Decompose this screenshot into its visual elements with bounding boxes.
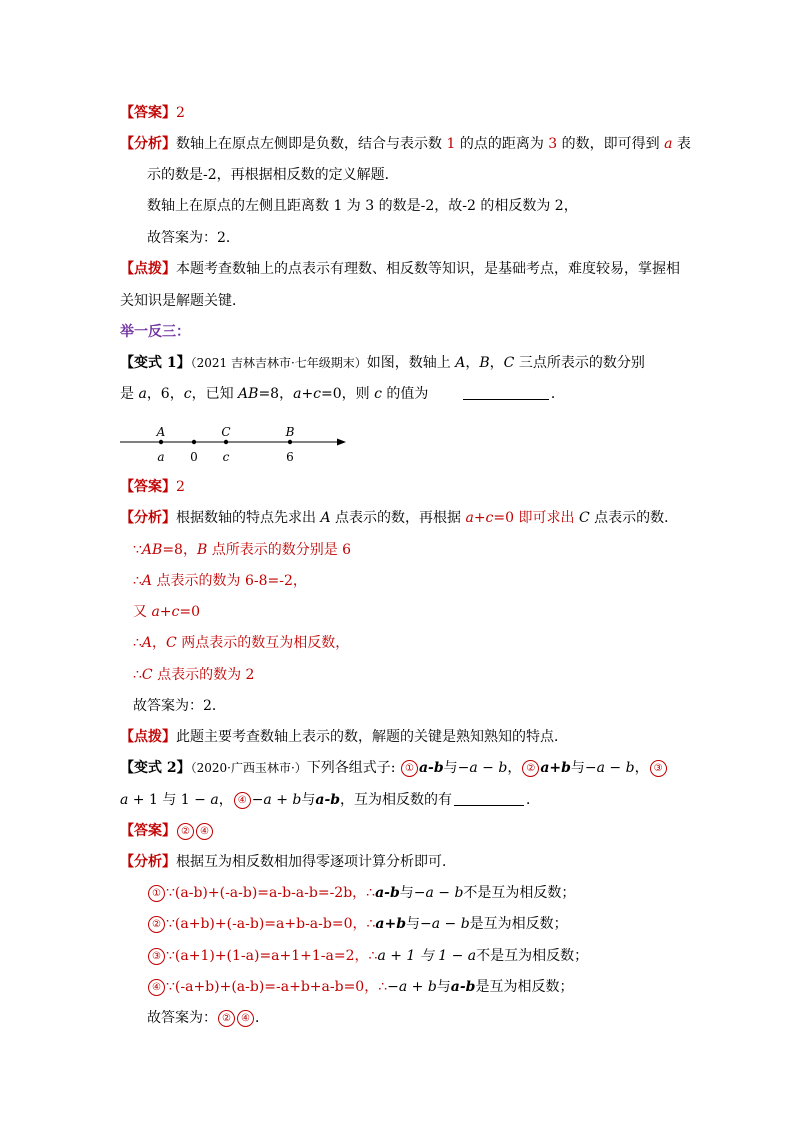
tip-1-line-2: 关知识是解题关键．	[120, 293, 246, 309]
expression: a+b	[540, 760, 571, 776]
answer-2	[120, 477, 185, 497]
expression: −a + b	[251, 792, 302, 808]
text: 两点表示的数互为相反数，	[176, 635, 350, 651]
answer-3	[120, 821, 214, 841]
analysis-3-line-1	[120, 852, 456, 872]
text: ∵(a+b)+(-a-b)=a+b-a-b=0，∴	[166, 916, 376, 932]
text: 是	[120, 386, 139, 402]
tip-2	[120, 727, 568, 747]
analysis-2-line-2	[133, 540, 351, 560]
text: c	[313, 386, 322, 402]
analysis-label: 【分析】	[120, 136, 176, 152]
text: 点所表示的数分别是 6	[207, 542, 352, 558]
text: 的值为	[381, 386, 429, 402]
text: A	[141, 635, 153, 651]
text: 不是互为相反数；	[463, 885, 576, 901]
text: 的点的距离为	[455, 136, 549, 152]
text: a	[120, 792, 129, 808]
tip-label: 【点拨】	[120, 729, 176, 745]
text: 的数，即可得到	[557, 136, 665, 152]
analysis-1-line-3: 数轴上在原点的左侧且距离数 1 为 3 的数是-2，故-2 的相反数为 2，	[147, 198, 578, 214]
text: 与	[570, 760, 585, 776]
variant-1-line-2	[120, 384, 565, 404]
text: ，	[218, 792, 233, 808]
text: ∵(a-b)+(-a-b)=a-b-a-b=-2b，∴	[166, 885, 376, 901]
text: =0	[179, 604, 201, 620]
text: ，	[465, 355, 480, 371]
text: 根据互为相反数相加得零逐项计算分析即可．	[176, 854, 456, 870]
circled-4: ④	[237, 1010, 254, 1027]
text: =0，则	[321, 386, 375, 402]
circled-2: ②	[177, 823, 194, 840]
analysis-2-line-1	[120, 508, 678, 528]
text: 此题主要考查数轴上表示的数，解题的关键是熟知熟知的特点．	[176, 729, 568, 745]
point-b	[288, 440, 292, 444]
answer-label: 【答案】	[120, 479, 176, 495]
text: ，	[152, 635, 167, 651]
value-c: c	[222, 450, 230, 464]
text: ．	[526, 792, 541, 808]
analysis-3-line-2	[147, 883, 575, 903]
text: 下列各组式子:	[306, 760, 400, 776]
text: ，	[634, 760, 649, 776]
variant-2-line-1	[120, 758, 668, 778]
answer-1	[120, 103, 185, 123]
analysis-1-line-2: 示的数是-2，再根据相反数的定义解题．	[147, 167, 399, 183]
text: ，6，	[146, 386, 184, 402]
label-b: B	[285, 425, 295, 439]
text: 表	[672, 136, 691, 152]
text: 故答案为：	[147, 1010, 217, 1026]
text: + 1 与 1 −	[128, 792, 211, 808]
text: 点表示的数．	[589, 510, 679, 526]
text: C	[166, 635, 177, 651]
text: 3	[548, 136, 558, 152]
text: B	[479, 355, 490, 371]
text: a+c	[465, 510, 494, 526]
text: C	[141, 667, 153, 683]
text: a	[664, 136, 673, 152]
variant-label: 【变式 2】	[120, 760, 191, 776]
analysis-2-line-5	[133, 633, 349, 653]
text: 根据数轴的特点先求出	[176, 510, 321, 526]
text: =8，	[162, 542, 197, 558]
text: 点表示的数，再根据	[330, 510, 466, 526]
text: 不是互为相反数；	[476, 948, 589, 964]
text: a+c	[151, 604, 180, 620]
text: ∴	[133, 573, 142, 589]
point-a	[159, 440, 163, 444]
answer-blank	[463, 385, 549, 400]
analysis-2-line-6	[133, 665, 254, 685]
expression: a-b	[315, 792, 341, 808]
text: ．	[255, 1010, 269, 1026]
text: 三点所表示的数分别	[514, 355, 645, 371]
circled-3: ③	[650, 760, 667, 777]
value-b: 6	[286, 450, 294, 464]
circled-3: ③	[148, 948, 165, 965]
text: =8，	[258, 386, 294, 402]
text: 与	[443, 760, 458, 776]
tip-label: 【点拨】	[120, 261, 176, 277]
text: ∵(a+1)+(1-a)=a+1+1-a=2，∴	[166, 948, 378, 964]
text: 与	[436, 979, 451, 995]
text: 如图，数轴上	[366, 355, 456, 371]
text: 是互为相反数；	[475, 979, 574, 995]
text: 与	[405, 916, 420, 932]
number-line	[118, 420, 350, 470]
text: 与	[301, 792, 316, 808]
analysis-3-line-6	[147, 1008, 269, 1028]
expression: −a − b	[419, 916, 470, 932]
text: AB	[141, 542, 163, 558]
expression: −a − b	[457, 760, 508, 776]
expression: −a + b	[387, 979, 437, 995]
variant-2-line-2	[120, 790, 540, 810]
text: ∴	[133, 635, 142, 651]
answer-value: 2	[176, 479, 185, 495]
text: c	[183, 386, 192, 402]
text: 点表示的数为 6-8=-2，	[152, 573, 307, 589]
section-title: 举一反三：	[120, 324, 190, 340]
text: ，互为相反数的有	[340, 792, 453, 808]
text: ∵	[133, 542, 142, 558]
expression: a-b	[418, 760, 444, 776]
text: c	[374, 386, 382, 402]
answer-blank	[454, 791, 524, 806]
circled-4: ④	[234, 792, 251, 809]
text: 点表示的数为 2	[152, 667, 255, 683]
expression: a+b	[375, 916, 406, 932]
text: =0 即可求出	[493, 510, 579, 526]
answer-value: 2	[176, 105, 185, 121]
tip-1-line-1	[120, 259, 680, 279]
circled-1: ①	[148, 885, 165, 902]
text: ∴	[133, 667, 142, 683]
text: a	[210, 792, 219, 808]
point-origin	[192, 440, 196, 444]
arrow-head	[337, 439, 346, 446]
text: 是互为相反数；	[469, 916, 568, 932]
text: ．	[550, 386, 565, 402]
circled-4: ④	[148, 979, 165, 996]
circled-2: ②	[522, 760, 539, 777]
text: A	[455, 355, 466, 371]
text: 与	[399, 885, 414, 901]
expression: −a − b	[413, 885, 464, 901]
text: B	[196, 542, 208, 558]
expression: a-b	[450, 979, 476, 995]
label-a: A	[156, 425, 166, 439]
answer-label: 【答案】	[120, 823, 176, 839]
analysis-2-line-3	[133, 571, 307, 591]
text: 本题考查数轴上的点表示有理数、相反数等知识，是基础考点，难度较易，掌握相	[176, 261, 680, 277]
circled-2: ②	[148, 916, 165, 933]
analysis-1-line-4: 故答案为：2．	[147, 230, 240, 246]
analysis-2-line-7: 故答案为：2．	[133, 698, 226, 714]
analysis-3-line-4	[147, 946, 588, 966]
text: C	[578, 510, 590, 526]
text: C	[503, 355, 515, 371]
analysis-label: 【分析】	[120, 510, 176, 526]
expression: −a − b	[584, 760, 635, 776]
analysis-1-line-1	[120, 134, 691, 154]
text: A	[320, 510, 331, 526]
analysis-3-line-3	[147, 914, 568, 934]
analysis-label: 【分析】	[120, 854, 176, 870]
text: 数轴上在原点左侧即是负数，结合与表示数	[176, 136, 447, 152]
text: ∵(-a+b)+(a-b)=-a+b+a-b=0，∴	[166, 979, 388, 995]
value-origin: 0	[190, 450, 198, 464]
variant-1-line-1	[120, 353, 645, 373]
text: A	[141, 573, 153, 589]
expression: a-b	[375, 885, 400, 901]
circled-2: ②	[218, 1010, 235, 1027]
text: ，已知	[191, 386, 239, 402]
source: （2021 吉林吉林市·七年级期末）	[190, 356, 367, 370]
value-a: a	[157, 450, 165, 464]
text: 又	[133, 604, 152, 620]
text: a	[293, 386, 302, 402]
answer-label: 【答案】	[120, 105, 176, 121]
variant-label: 【变式 1】	[120, 355, 191, 371]
text: AB	[238, 386, 259, 402]
expression: a + 1 与 1 − a	[377, 948, 477, 964]
point-c	[224, 440, 228, 444]
circled-1: ①	[401, 760, 418, 777]
label-c: C	[221, 425, 231, 439]
text: a	[138, 386, 147, 402]
analysis-2-line-4	[133, 602, 200, 622]
circled-4: ④	[196, 823, 213, 840]
text: ，	[489, 355, 504, 371]
text: ，	[507, 760, 522, 776]
analysis-3-line-5	[147, 977, 573, 997]
source: （2020·广西玉林市·）	[190, 761, 307, 775]
text: +	[301, 386, 314, 402]
text: 1	[446, 136, 456, 152]
